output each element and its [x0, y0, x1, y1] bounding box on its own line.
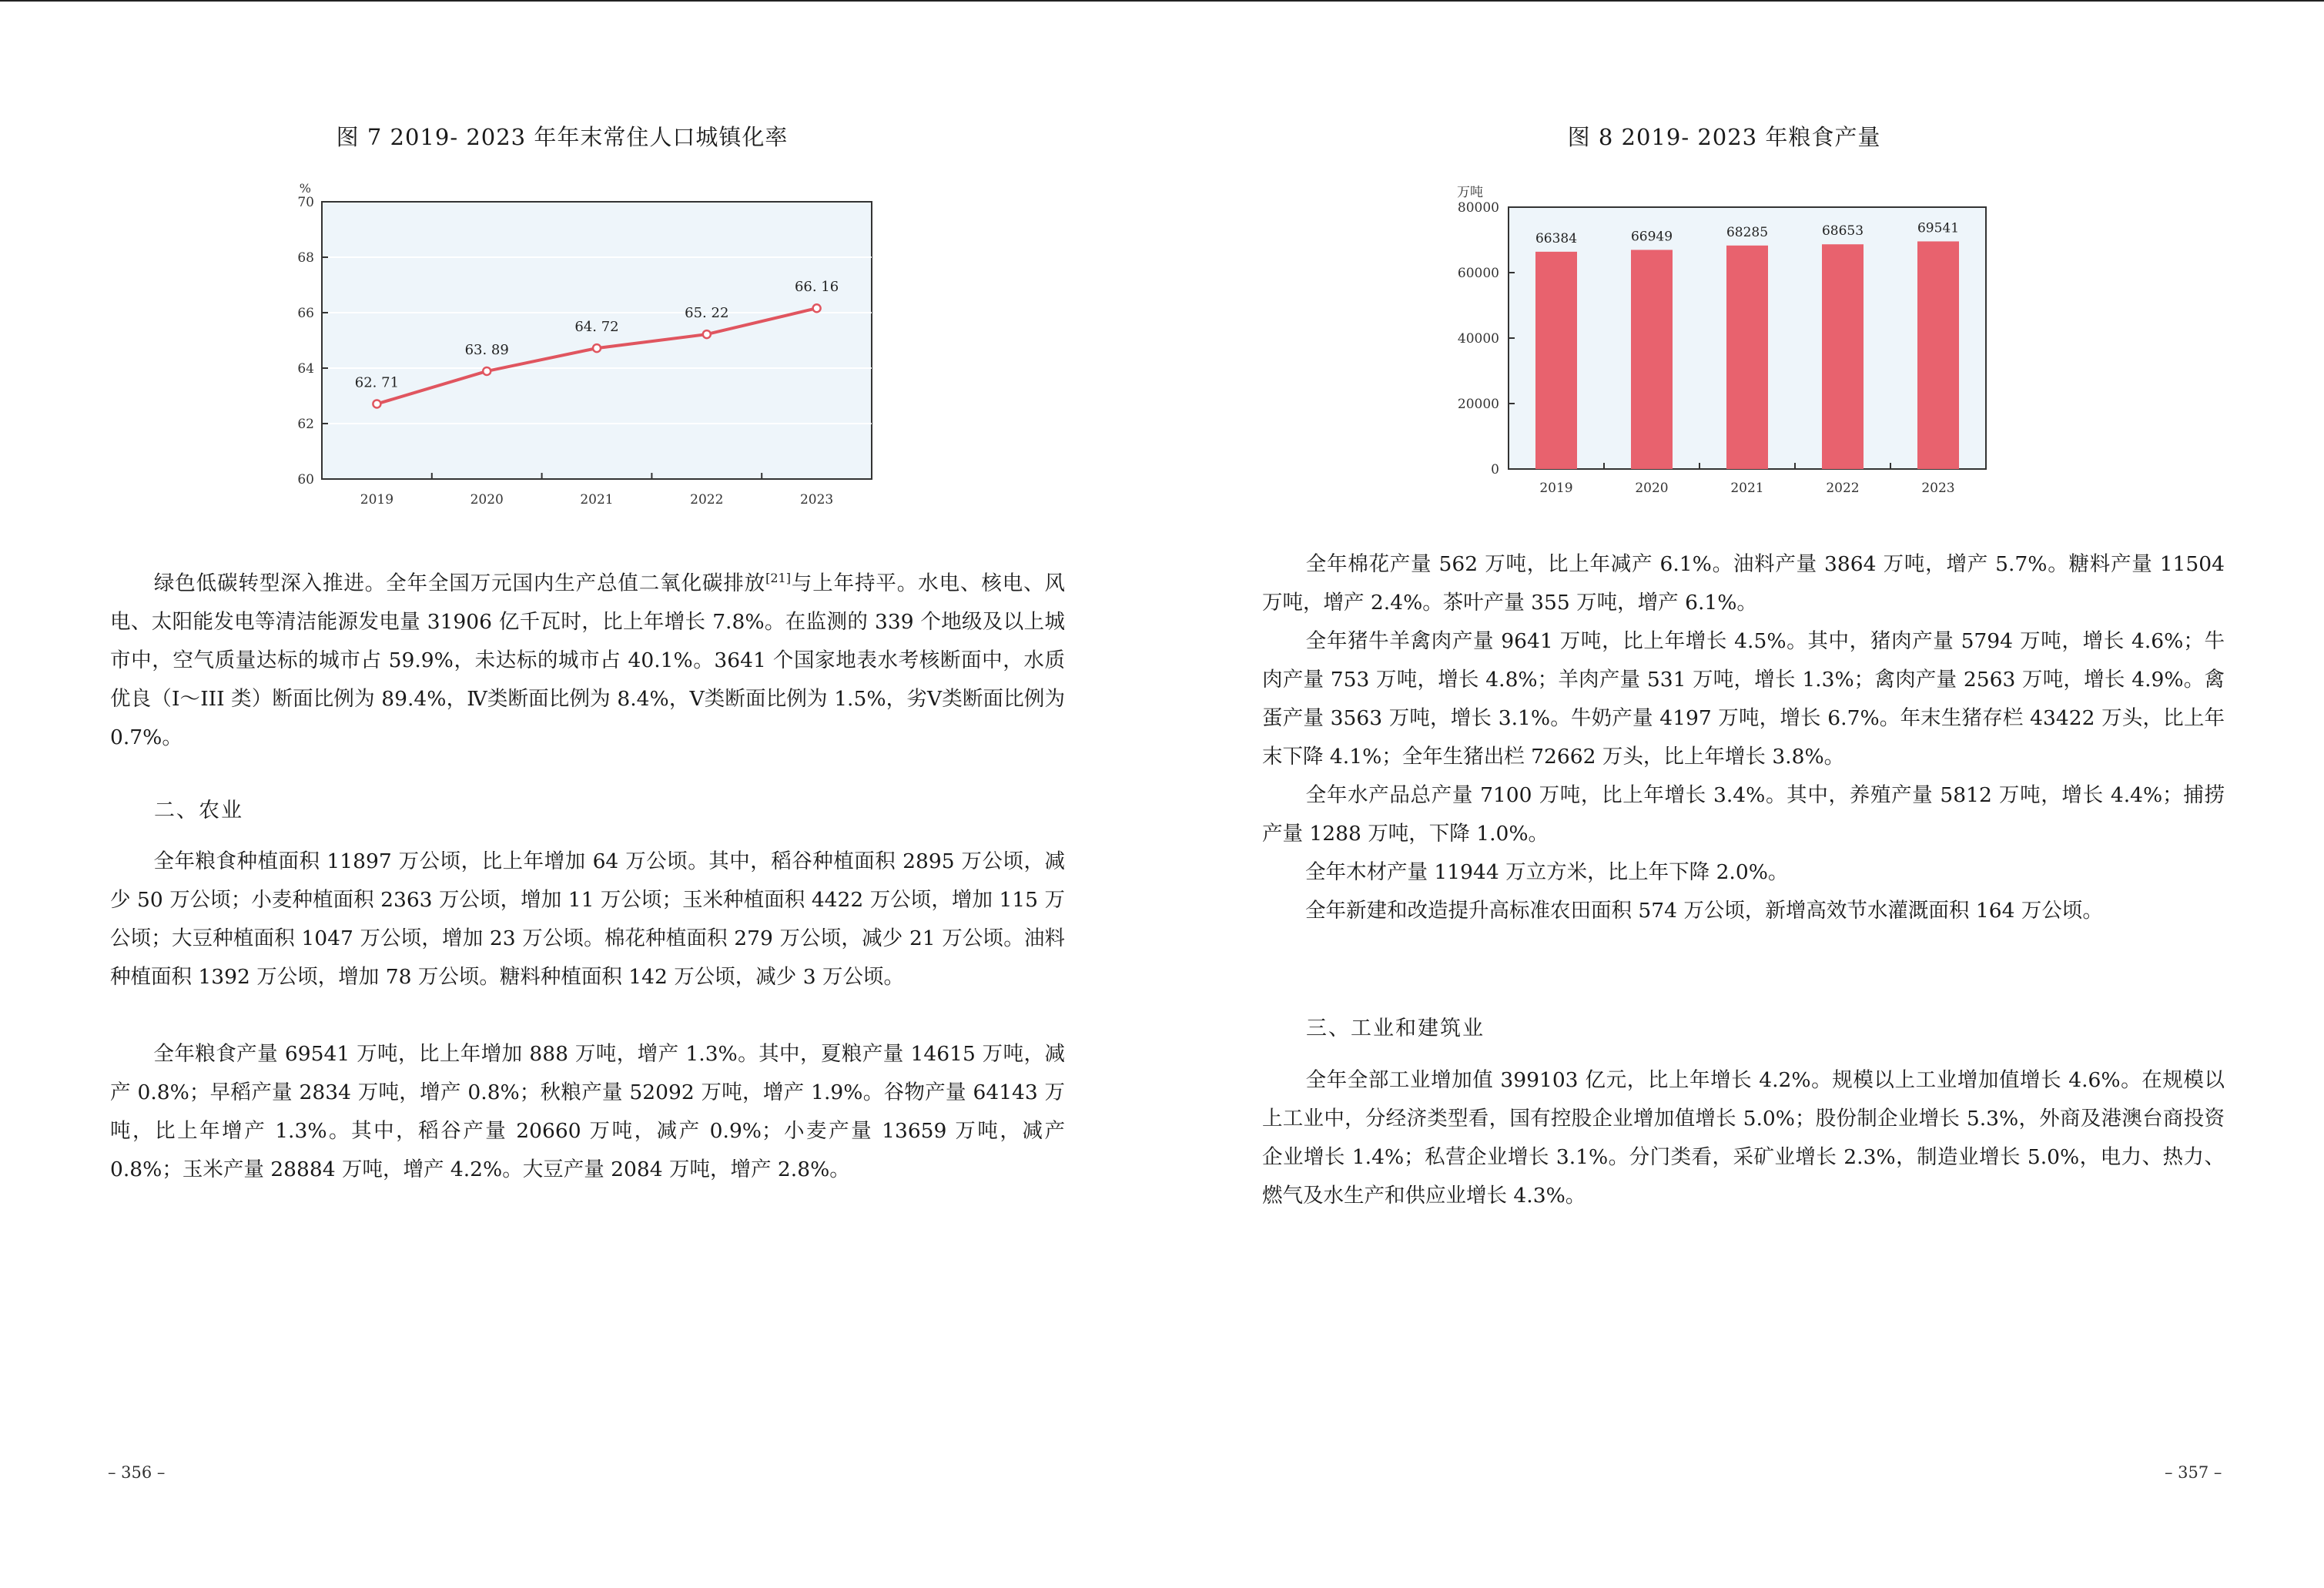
section-heading-agriculture: 二、农业: [154, 799, 243, 822]
x-tick-label: 2022: [1826, 481, 1860, 496]
x-tick-label: 2023: [799, 492, 834, 508]
paragraph-aquatic: [1262, 776, 2225, 853]
paragraph-cotton-oil: [1262, 545, 2225, 622]
wood-text: 全年木材产量 11944 万立方米，比上年下降 2.0%。: [1305, 860, 1789, 884]
plot-area: [322, 202, 872, 479]
x-tick-label: 2019: [1539, 481, 1573, 496]
data-label: 68653: [1821, 223, 1864, 240]
page-number-right: – 357 –: [2165, 1463, 2222, 1482]
paragraph-farmland: [1262, 892, 2225, 930]
x-tick-label: 2021: [580, 492, 614, 508]
figure8-title: 图 8 2019- 2023 年粮食产量: [1567, 124, 1881, 150]
page-number-left: – 356 –: [108, 1463, 166, 1482]
y-tick-label: 0: [1491, 462, 1499, 477]
env-line1-post: 与上年持平。水电、核电、风电、: [110, 571, 1066, 634]
x-tick-label: 2020: [1635, 481, 1669, 496]
data-point: [813, 304, 821, 312]
y-tick-label: 68: [297, 250, 314, 266]
y-tick-label: 70: [297, 195, 314, 210]
y-tick-label: 60: [297, 472, 314, 487]
y-tick-label: 40000: [1457, 331, 1499, 347]
aquatic-text: 全年水产品总产量 7100 万吨，比上年增长 3.4%。其中，养殖产量 5812 万吨，增长 4.4%；捕捞产量 1288 万吨，下降 1.0%。: [1262, 783, 2225, 846]
y-axis-unit: 万吨: [1457, 185, 1483, 200]
data-label: 69541: [1917, 220, 1960, 236]
bar: [1631, 250, 1673, 469]
data-point: [703, 330, 711, 338]
planting-area-text: 全年粮食种植面积 11897 万公顷，比上年增加 64 万公顷。其中，稻谷种植面积 2895 万公顷，减少 50 万公顷；小麦种植面积 2363 万公顷，增加 11 万公顷；玉米种植面积 4422 万公顷，增加 115 万公顷；大豆种植面积 1047 万公顷，增加 23 万公顷。棉花种植面积 279 万公顷，减少 21 万公顷。油料种植面积 1392 万公顷，增加 78 万公顷。糖料种植面积 142 万公顷，减少 3 万公顷。: [110, 849, 1065, 989]
right-page: [1162, 0, 2324, 1588]
bar: [1535, 252, 1577, 469]
x-tick-label: 2022: [690, 492, 724, 508]
y-tick-label: 80000: [1457, 200, 1499, 216]
bar: [1917, 241, 1959, 469]
figure7-title: 图 7 2019- 2023 年年末常住人口城镇化率: [336, 124, 789, 150]
data-label: 62. 71: [354, 374, 400, 391]
x-tick-label: 2023: [1921, 481, 1955, 496]
figure8-bar-chart: [1162, 173, 2324, 504]
y-tick-label: 60000: [1457, 266, 1499, 281]
env-rest: 太阳能发电等清洁能源发电量 31906 亿千瓦时，比上年增长 7.8%。在监测的 339 个地级及以上城市中，空气质量达标的城市占 59.9%，未达标的城市占 40.1%。3641 个国家地表水考核断面中，水质优良（Ⅰ～III 类）断面比例为 89.4%，Ⅳ类断面比例为 8.4%，Ⅴ类断面比例为 1.5%，劣Ⅴ类断面比例为 0.7%。: [110, 609, 1066, 749]
industry-text: 全年全部工业增加值 399103 亿元，比上年增长 4.2%。规模以上工业增加值增长 4.6%。在规模以上工业中，分经济类型看，国有控股企业增加值增长 5.0%；股份制企业增长 5.3%，外商及港澳台商投资企业增长 1.4%；私营企业增长 3.1%。分门类看，采矿业增长 2.3%，制造业增长 5.0%，电力、热力、燃气及水生产和供应业增长 4.3%。: [1262, 1068, 2225, 1208]
data-label: 66. 16: [794, 279, 839, 296]
data-point: [593, 344, 601, 352]
data-point: [373, 400, 380, 407]
data-label: 68285: [1726, 224, 1769, 240]
data-label: 66384: [1535, 230, 1578, 246]
farmland-text: 全年新建和改造提升高标准农田面积 574 万公顷，新增高效节水灌溉面积 164 万公顷。: [1305, 899, 2103, 923]
y-tick-label: 66: [297, 306, 314, 321]
y-axis-unit: %: [299, 181, 311, 196]
y-tick-label: 64: [297, 361, 314, 377]
x-tick-label: 2021: [1730, 481, 1764, 496]
section-heading-industry: 三、工业和建筑业: [1306, 1017, 1485, 1040]
data-point: [483, 367, 491, 375]
footnote-21[interactable]: [21]: [765, 571, 791, 585]
data-label: 65. 22: [685, 305, 729, 322]
env-line1-pre: 绿色低碳转型深入推进。全年全国万元国内生产总值二氧化碳排放: [153, 571, 766, 595]
y-tick-label: 20000: [1457, 397, 1499, 412]
grain-output-text: 全年粮食产量 69541 万吨，比上年增加 888 万吨，增产 1.3%。其中，夏粮产量 14615 万吨，减产 0.8%；早稻产量 2834 万吨，增产 0.8%；秋粮产量 52092 万吨，增产 1.9%。谷物产量 64143 万吨，比上年增产 1.3%。其中，稻谷产量 20660 万吨，减产 0.9%；小麦产量 13659 万吨，减产 0.8%；玉米产量 28884 万吨，增产 4.2%。大豆产量 2084 万吨，增产 2.8%。: [110, 1042, 1065, 1181]
meat-eggs-text: 全年猪牛羊禽肉产量 9641 万吨，比上年增长 4.5%。其中，猪肉产量 5794 万吨，增长 4.6%；牛肉产量 753 万吨，增长 4.8%；羊肉产量 531 万吨，增长 1.3%；禽肉产量 2563 万吨，增长 4.9%。禽蛋产量 3563 万吨，增长 3.1%。牛奶产量 4197 万吨，增长 6.7%。年末生猪存栏 43422 万头，比上年末下降 4.1%；全年生猪出栏 72662 万头，比上年增长 3.8%。: [1262, 629, 2225, 769]
paragraph-meat-eggs: [1262, 622, 2225, 776]
data-label: 66949: [1630, 229, 1673, 245]
bar: [1822, 244, 1864, 469]
cotton-oil-text: 全年棉花产量 562 万吨，比上年减产 6.1%。油料产量 3864 万吨，增产 5.7%。糖料产量 11504 万吨，增产 2.4%。茶叶产量 355 万吨，增产 6.1%。: [1262, 552, 2225, 615]
figure7-line-chart: [0, 169, 1162, 570]
data-label: 63. 89: [464, 341, 509, 358]
x-tick-label: 2019: [360, 492, 394, 508]
paragraph-planting-area: [110, 843, 1065, 997]
paragraph-grain-output: [110, 1035, 1065, 1189]
bar: [1726, 246, 1768, 469]
x-tick-label: 2020: [470, 492, 504, 508]
paragraph-wood: [1262, 853, 2225, 892]
paragraph-environment: [110, 559, 1065, 757]
paragraph-industry: [1262, 1061, 2225, 1215]
y-tick-label: 62: [297, 417, 314, 432]
data-label: 64. 72: [574, 319, 619, 336]
